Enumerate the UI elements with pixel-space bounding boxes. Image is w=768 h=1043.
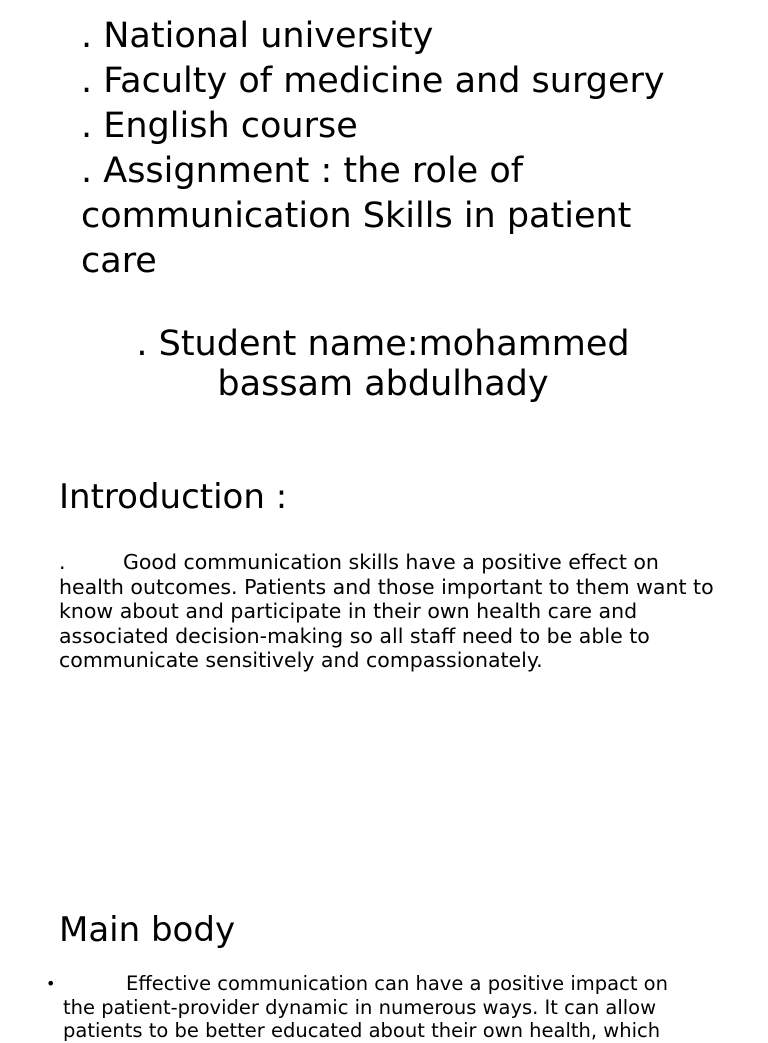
faculty-line: . Faculty of medicine and surgery: [81, 61, 665, 101]
student-name-line-1: . Student name:mohammed: [136, 324, 630, 364]
main-body-paragraph: [63, 972, 703, 1043]
student-name-block: [40, 324, 726, 404]
paragraph-marker: .: [59, 550, 66, 574]
main-body-heading: Main body: [59, 910, 236, 950]
introduction-text: Good communication skills have a positive effect on health outcomes. Patients and those important to them want to know about and participate in their own health care and associated decision-making so all staff need to be able to communicate sensitively and compassionately.: [59, 550, 714, 672]
bullet-marker: •: [46, 974, 56, 993]
course-line: . English course: [81, 106, 358, 146]
introduction-paragraph: [59, 550, 719, 673]
introduction-heading: Introduction :: [59, 477, 288, 517]
main-body-text: Effective communication can have a positive impact on the patient-provider dynamic in numerous ways. It can allow patients to be better educated about their own health, which: [63, 972, 668, 1042]
university-line: . National university: [81, 16, 434, 56]
title-block: [81, 14, 711, 284]
assignment-line: . Assignment : the role of communication Skills in patient care: [81, 151, 632, 281]
student-name-line-2: bassam abdulhady: [217, 364, 549, 404]
